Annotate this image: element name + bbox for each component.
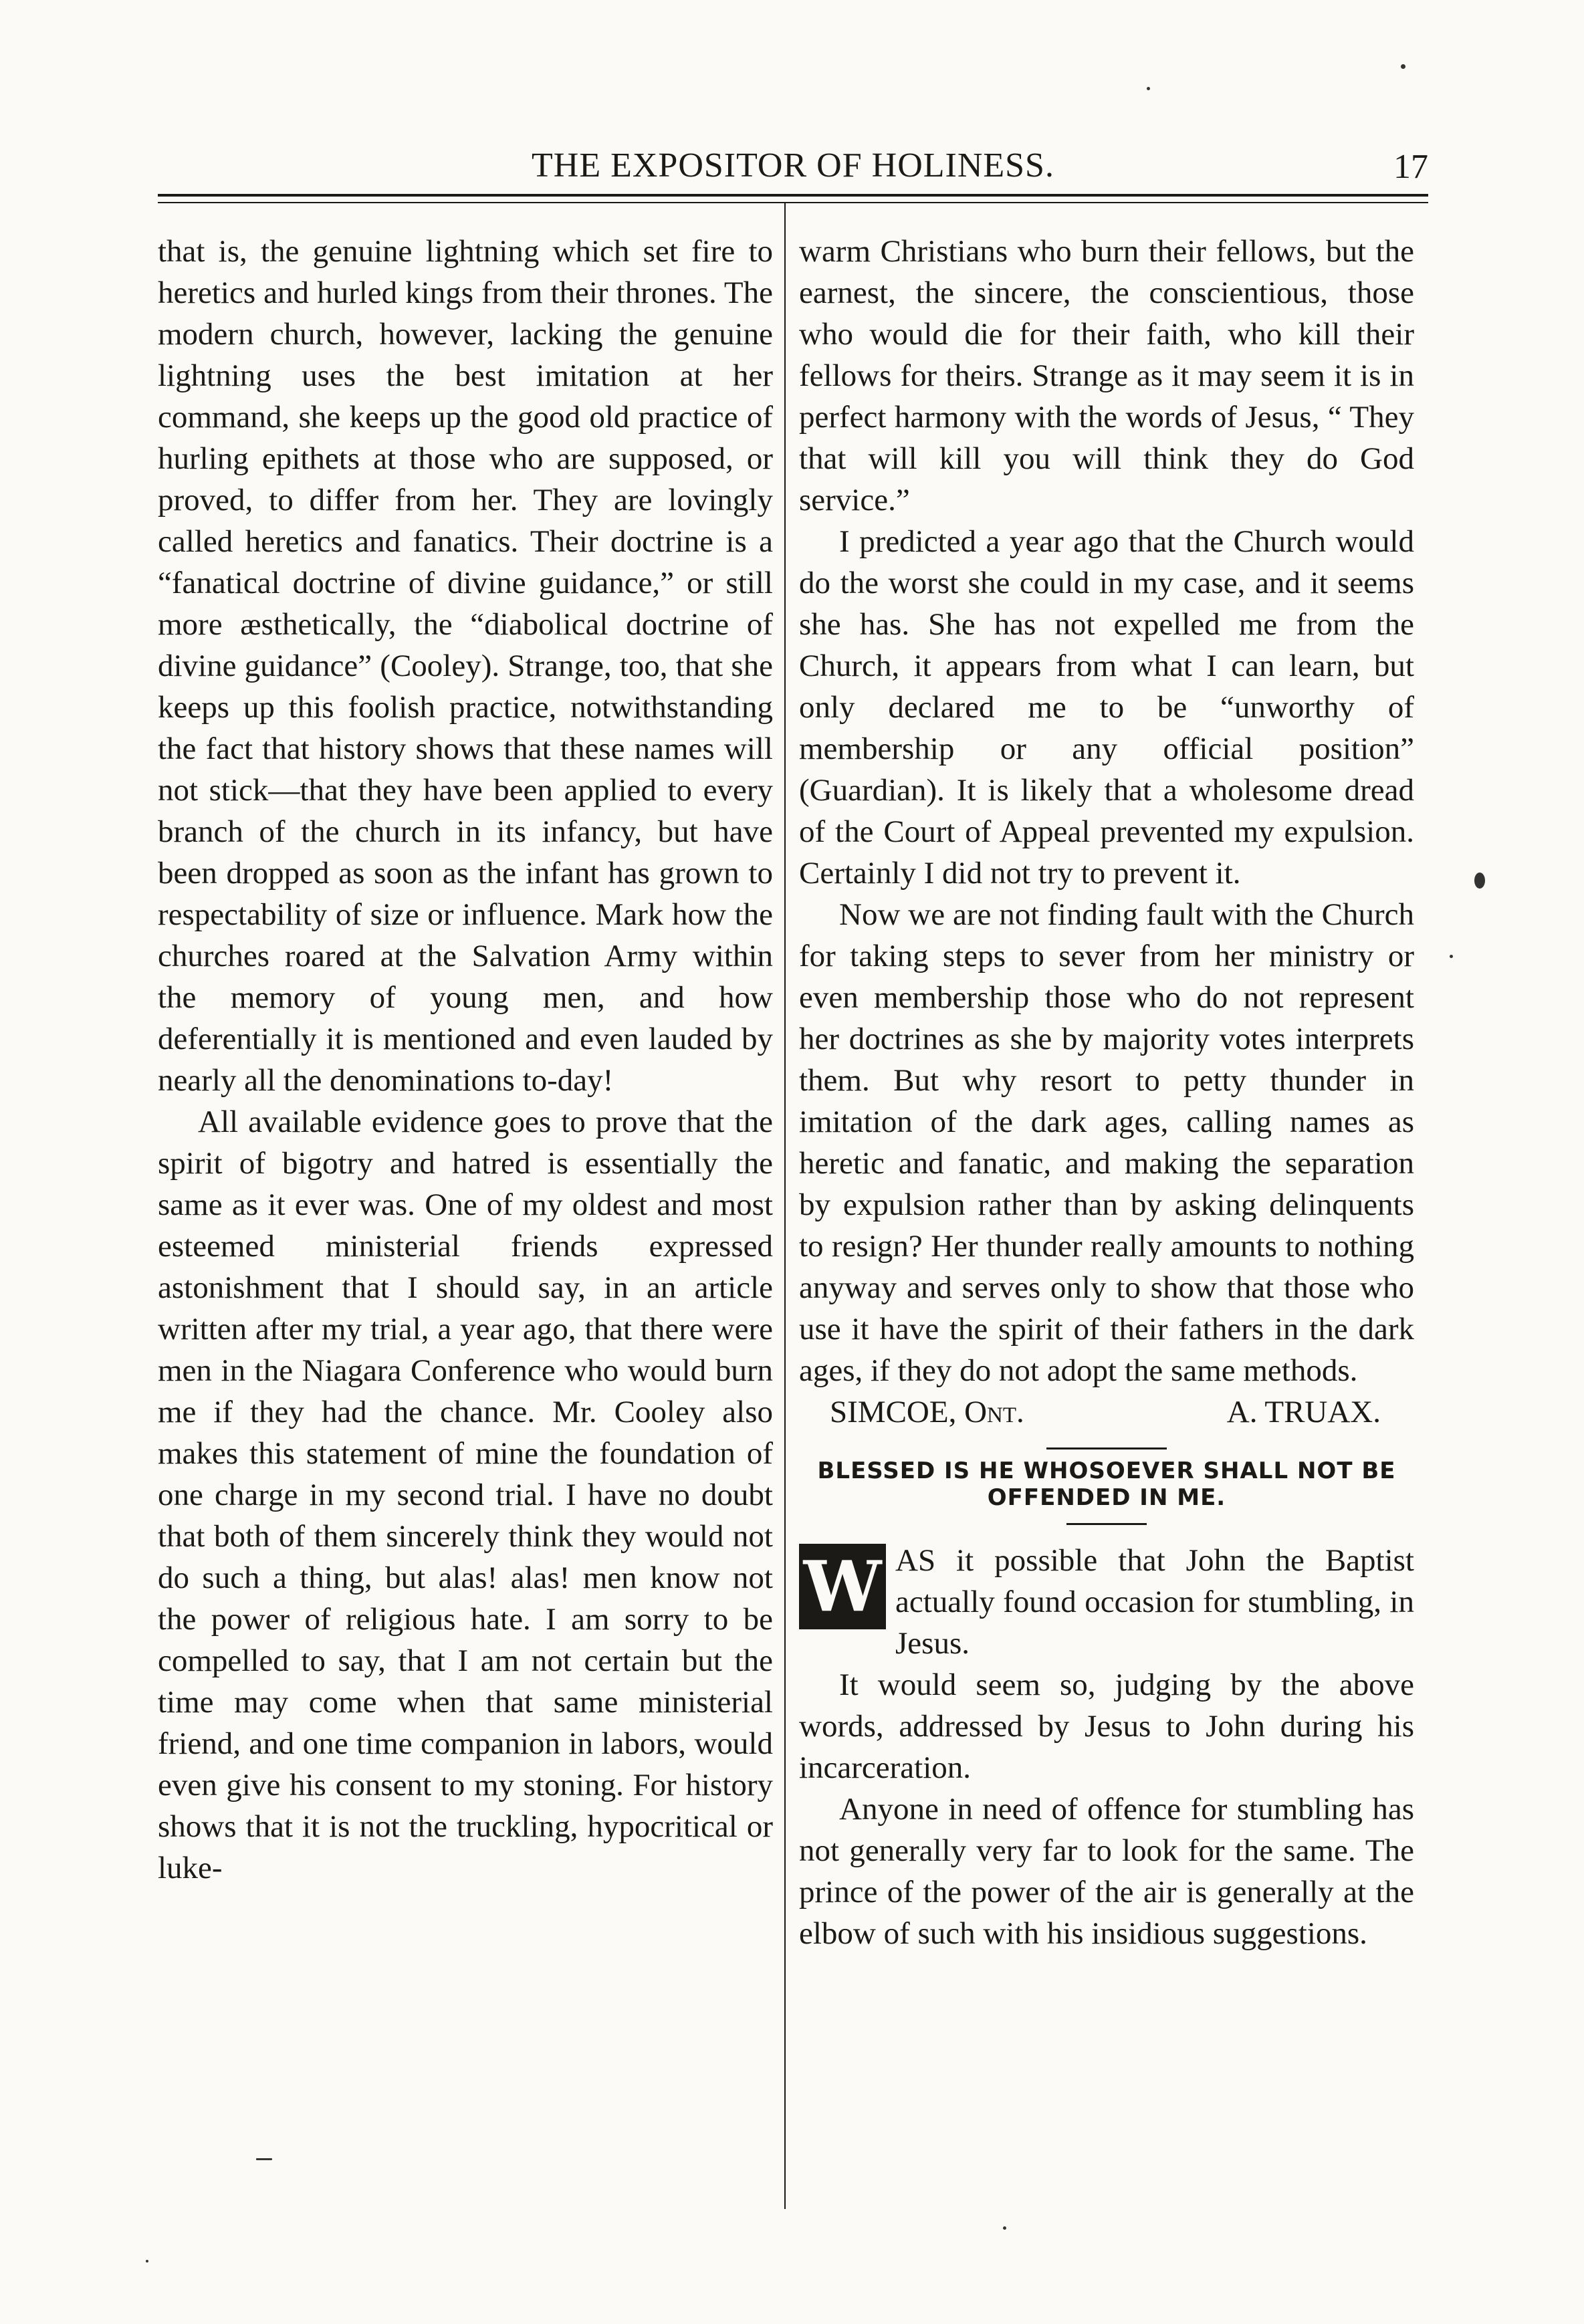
page-number: 17 (1393, 148, 1428, 186)
speck-dot (1401, 64, 1405, 69)
page-header (158, 146, 1428, 193)
right-paragraph-2: I predicted a year ago that the Church would do the worst she could in my case, and it seems she has. She has not expelled me from the Church, it appears from what I can learn, but only declared me to be “unworthy of membership or any official position” (Guardian). It is likely that a wholesome dread of the Court of Appeal prevented my expulsion. Certainly I did not try to prevent it. (799, 524, 1414, 891)
right-paragraph-1: warm Christians who burn their fellows, but the earnest, the sincere, the conscientious, those who would die for their faith, who kill their fellows for theirs. Strange as it may seem it is in perfect harmony with the words of Jesus, “ They that will kill you will think they do God service.” (799, 234, 1414, 517)
speck-dot (1147, 87, 1150, 90)
left-paragraph-2: All available evidence goes to prove that the spirit of bigotry and hatred is essentially the same as it ever was. One of my oldest and most esteemed ministerial friends expressed astonishment that I should say, in an article written after my trial, a year ago, that there were men in the Niagara Conference who would burn me if they had the chance. Mr. Cooley also makes this statement of mine the foundation of one charge in my second trial. I have no doubt that both of them sincerely think they would not do such a thing, but alas! alas! men know not the power of religious hate. I am sorry to be compelled to say, that I am not certain but the time may come when that same ministerial friend, and one time companion in labors, would even give his consent to my stoning. For history shows that it is not the truckling, hypocritical or luke- (158, 1105, 773, 1885)
drop-cap: W (799, 1544, 886, 1629)
article-paragraph-1-text: AS it possible that John the Baptist actually found occasion for stumbling, in Jesus. (895, 1543, 1414, 1661)
column-divider (784, 203, 786, 2209)
article-title: BLESSED IS HE WHOSOEVER SHALL NOT BE OFFENDED IN ME. (817, 1458, 1396, 1511)
article-paragraph-3: Anyone in need of offence for stumbling has not generally very far to look for the same. The prince of the power of the air is generally at the elbow of such with his insidious suggestions. (799, 1792, 1414, 1951)
speck-dot (146, 2260, 148, 2262)
section-divider (1046, 1447, 1167, 1449)
right-column (799, 231, 1414, 1954)
article-signature (830, 1391, 1414, 1433)
speck-dot (256, 2158, 272, 2160)
left-column (158, 231, 773, 1889)
running-title: THE EXPOSITOR OF HOLINESS. (532, 146, 1054, 185)
left-paragraph-1: that is, the genuine lightning which set fire to heretics and hurled kings from their thrones. The modern church, however, lacking the genuine lightning uses the best imitation at her command, she keeps up the good old practice of hurling epithets at those who are supposed, or proved, to differ from her. They are lovingly called heretics and fanatics. Their doctrine is a “fanatical doctrine of divine guidance,” or still more æsthetically, the “diabolical doctrine of divine guidance” (Cooley). Strange, too, that she keeps up this foolish practice, notwithstanding the fact that history shows that these names will not stick—that they have been applied to every branch of the church in its infancy, but have been dropped as soon as the infant has grown to respectability of size or influence. Mark how the churches roared at the Salvation Army within the memory of young men, and how deferentially it is mentioned and even lauded by nearly all the denominations to-day! (158, 234, 773, 1098)
speck-dot (1450, 955, 1453, 958)
signature-author: A. TRUAX. (1226, 1395, 1381, 1429)
article-paragraph-2: It would seem so, judging by the above words, addressed by Jesus to John during his incarceration. (799, 1667, 1414, 1785)
article-paragraph-1 (799, 1540, 1414, 1664)
header-rule-top (158, 194, 1428, 197)
right-paragraph-3: Now we are not finding fault with the Church for taking steps to sever from her ministry or even membership those who do not represent her doctrines as she by majority votes interprets them. But why resort to petty thunder in imitation of the dark ages, calling names as heretic and fanatic, and making the separation by expulsion rather than by asking delinquents to resign? Her thunder really amounts to nothing anyway and serves only to show that those who use it have the spirit of their fathers in the dark ages, if they do not adopt the same methods. (799, 897, 1414, 1388)
speck-dot (1003, 2226, 1006, 2230)
header-rule-bottom (158, 202, 1428, 203)
speck-dot (1474, 873, 1485, 889)
signature-place: SIMCOE, Ont. (830, 1395, 1024, 1429)
title-divider (1066, 1523, 1147, 1525)
